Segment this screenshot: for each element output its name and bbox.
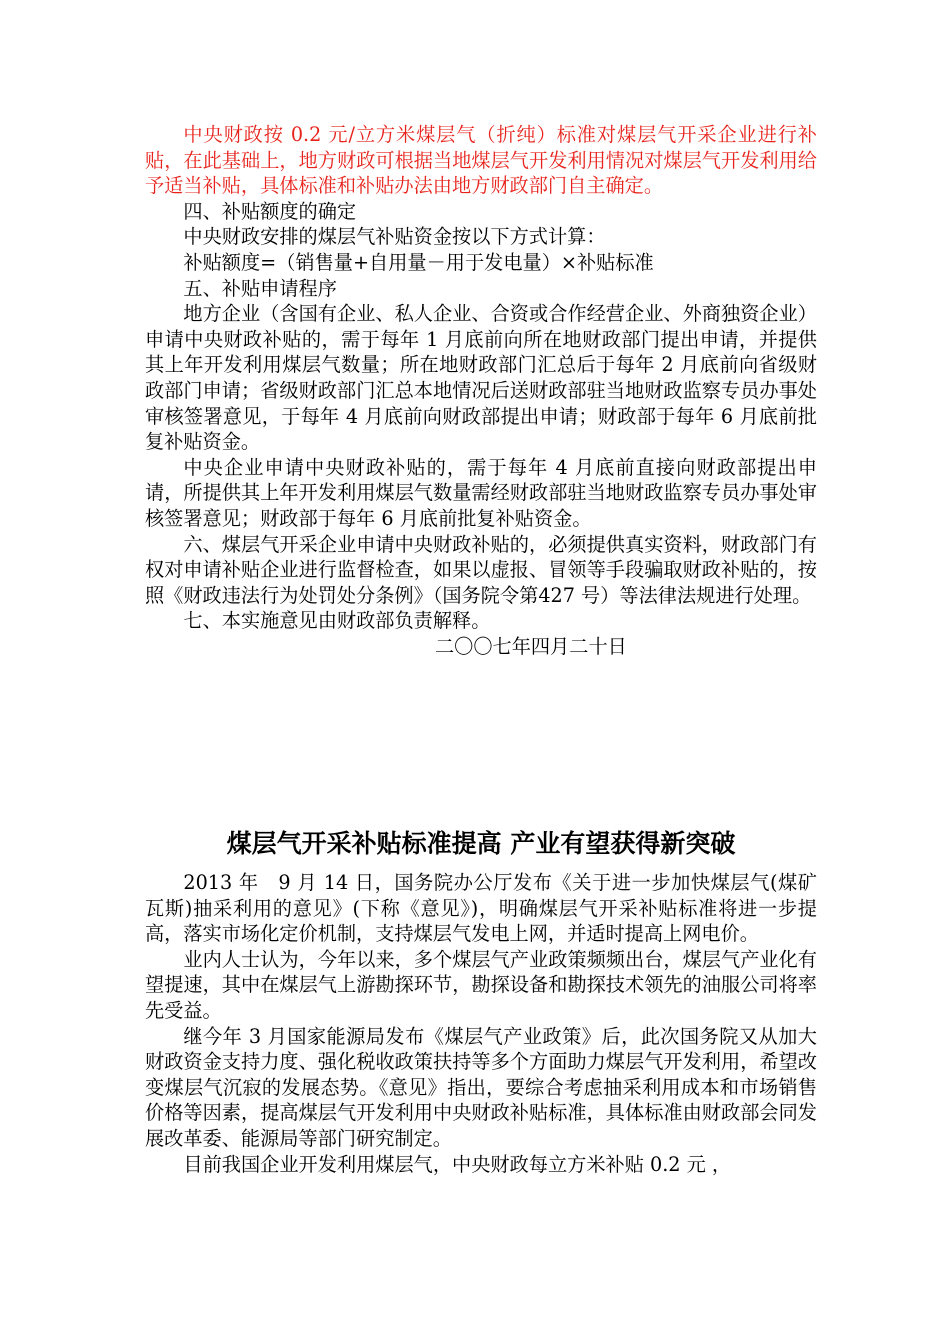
paragraph-central-enterprises: 中央企业申请中央财政补贴的，需于每年 4 月底前直接向财政部提出申请，所提供其上年开发利用煤层气数量需经财政部驻当地财政监察专员办事处审核签署意见；财政部于每年 6 月底前批复补贴资金。	[145, 455, 817, 530]
article-body	[145, 870, 817, 1177]
paragraph-local-enterprises: 地方企业（含国有企业、私人企业、合资或合作经营企业、外商独资企业）申请中央财政补贴的，需于每年 1 月底前向所在地财政部门提出申请，并提供其上年开发利用煤层气数量；所在地财政部门汇总后于每年 2 月底前向省级财政部门申请；省级财政部门汇总本地情况后送财政部驻当地财政监察专员办事处审核签署意见，于每年 4 月底前向财政部提出申请；财政部于每年 6 月底前批复补贴资金。	[145, 302, 817, 454]
paragraph-interpretation: 七、本实施意见由财政部负责解释。	[183, 609, 491, 633]
article-paragraph-4: 目前我国企业开发利用煤层气，中央财政每立方米补贴 0.2 元 ，	[183, 1152, 732, 1176]
heading-application-procedure: 五、补贴申请程序	[183, 276, 337, 300]
article-paragraph-2: 业内人士认为，今年以来，多个煤层气产业政策频频出台，煤层气产业化有望提速，其中在煤层气上游勘探环节，勘探设备和勘探技术领先的油服公司将率先受益。	[145, 947, 817, 1022]
article-paragraph-3: 继今年 3 月国家能源局发布《煤层气产业政策》后，此次国务院又从加大财政资金支持力度、强化税收政策扶持等多个方面助力煤层气开发利用，希望改变煤层气沉寂的发展态势。《意见》指出，要综合考虑抽采利用成本和市场销售价格等因素，提高煤层气开发利用中央财政补贴标准，具体标准由财政部会同发展改革委、能源局等部门研究制定。	[145, 1024, 817, 1150]
paragraph-calculation-intro: 中央财政安排的煤层气补贴资金按以下方式计算：	[183, 225, 606, 249]
article-paragraph-1: 2013 年 9 月 14 日，国务院办公厅发布《关于进一步加快煤层气(煤矿瓦斯)抽采利用的意见》(下称《意见》)，明确煤层气开采补贴标准将进一步提高，落实市场化定价机制，支持煤层气发电上网，并适时提高上网电价。	[145, 871, 817, 946]
heading-subsidy-amount: 四、补贴额度的确定	[183, 199, 357, 223]
article-title: 煤层气开采补贴标准提高 产业有望获得新突破	[226, 829, 736, 858]
paragraph-supervision: 六、煤层气开采企业申请中央财政补贴的，必须提供真实资料，财政部门有权对申请补贴企业进行监督检查，如果以虚报、冒领等手段骗取财政补贴的，按照《财政违法行为处罚处分条例》（国务院令第427 号）等法律法规进行处理。	[145, 532, 817, 607]
policy-section	[145, 122, 817, 659]
paragraph-formula: 补贴额度=（销售量+自用量－用于发电量）×补贴标准	[183, 250, 654, 274]
document-date: 二〇〇七年四月二十日	[435, 634, 627, 658]
red-paragraph-subsidy-standard: 中央财政按 0.2 元/立方米煤层气（折纯）标准对煤层气开采企业进行补贴，在此基础上，地方财政可根据当地煤层气开发利用情况对煤层气开发利用给予适当补贴，具体标准和补贴办法由地方财政部门自主确定。	[145, 123, 817, 198]
